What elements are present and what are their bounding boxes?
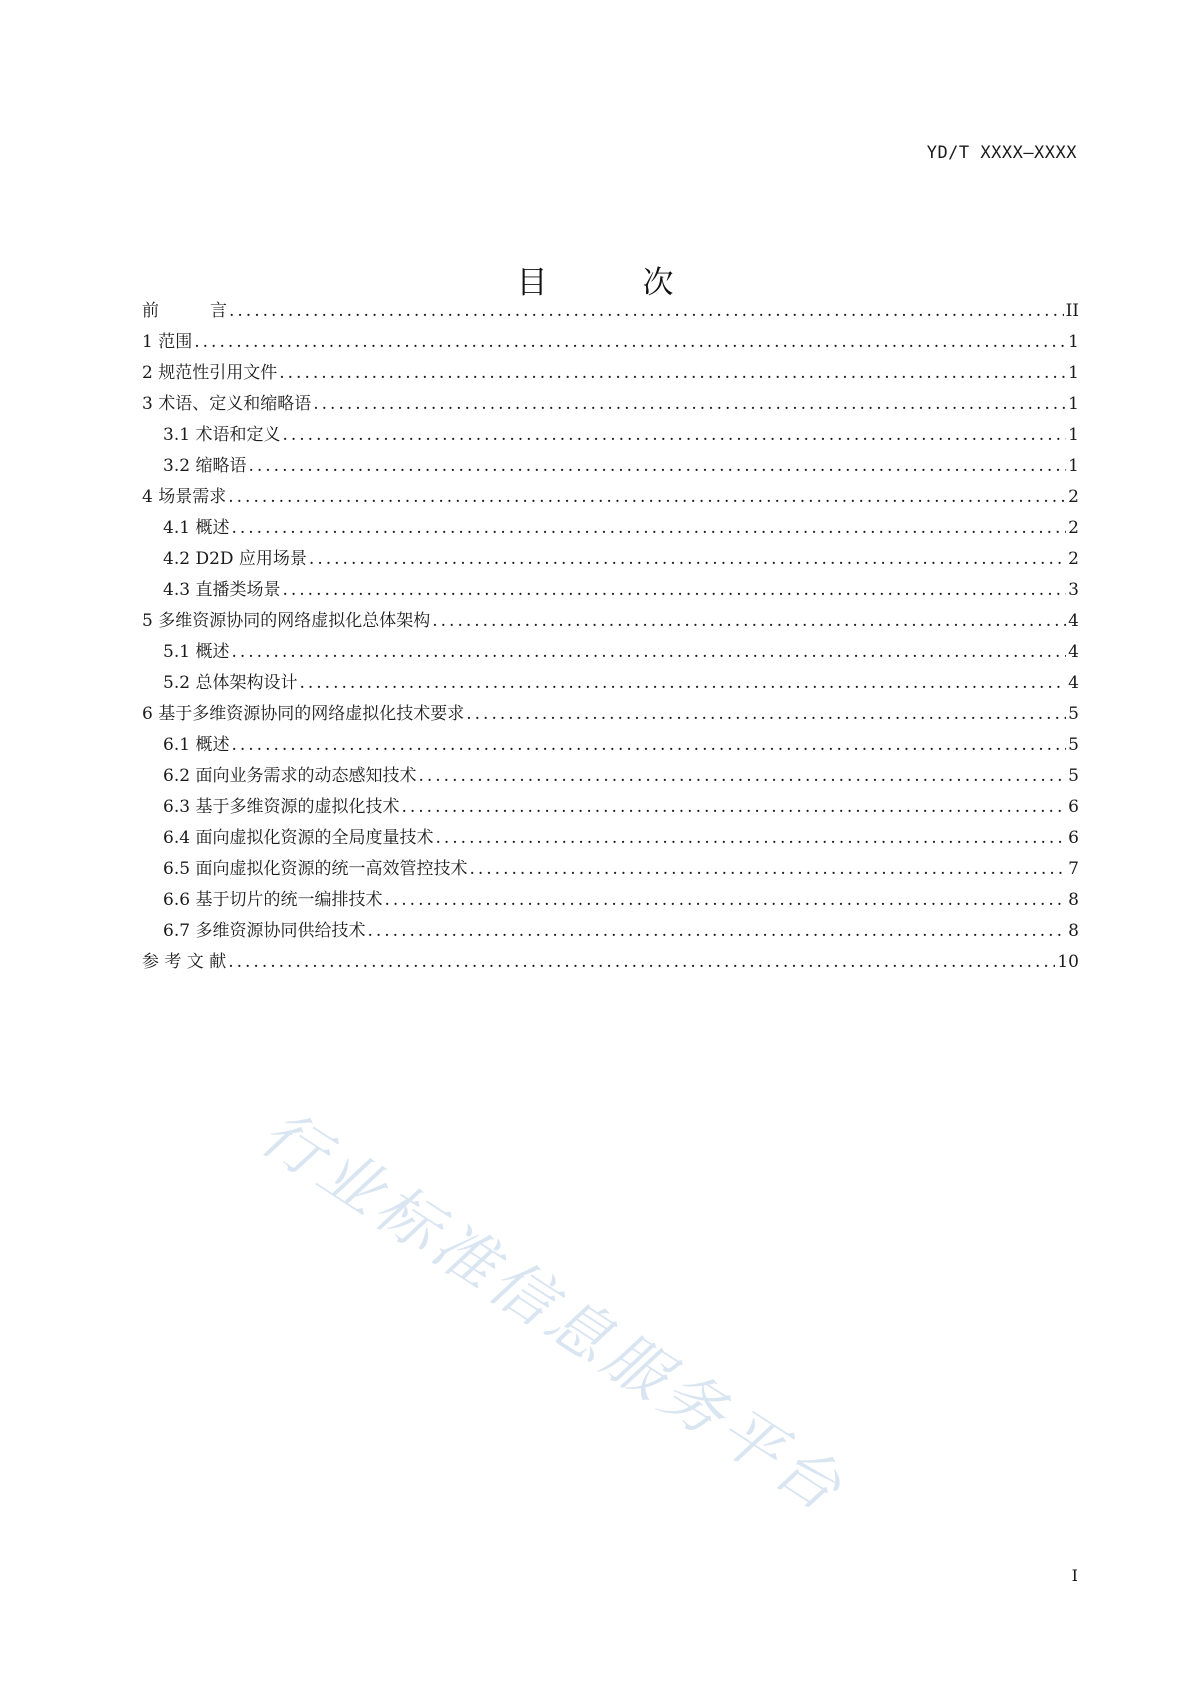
toc-entry[interactable] xyxy=(142,389,1079,420)
toc-entry-label: 前 言 xyxy=(142,301,227,321)
toc-entry-page: 1 xyxy=(1068,425,1079,445)
toc-entry-label: 6.7 多维资源协同供给技术 xyxy=(163,921,366,941)
toc-entry-label: 5.1 概述 xyxy=(163,642,230,662)
toc-entry[interactable] xyxy=(142,699,1079,730)
toc-title-char-2: 次 xyxy=(642,264,674,301)
toc-list xyxy=(142,296,1079,978)
toc-dot-leader xyxy=(231,637,1066,668)
toc-entry[interactable] xyxy=(142,823,1079,854)
toc-dot-leader xyxy=(418,761,1066,792)
toc-entry-page: 1 xyxy=(1068,363,1079,383)
toc-entry[interactable] xyxy=(142,854,1079,885)
toc-entry-page: 8 xyxy=(1068,890,1079,910)
toc-entry-label: 4 场景需求 xyxy=(142,487,227,507)
toc-entry-page: 4 xyxy=(1068,673,1079,693)
toc-entry[interactable] xyxy=(142,730,1079,761)
toc-entry-label: 4.2 D2D 应用场景 xyxy=(163,549,307,569)
toc-entry-page: 8 xyxy=(1068,921,1079,941)
toc-entry-page: 4 xyxy=(1068,611,1079,631)
toc-dot-leader xyxy=(367,916,1066,947)
toc-entry-label: 6.1 概述 xyxy=(163,735,230,755)
toc-entry-label: 1 范围 xyxy=(142,332,193,352)
toc-entry-page: 2 xyxy=(1068,518,1079,538)
toc-entry[interactable] xyxy=(142,947,1079,978)
toc-entry-page: 1 xyxy=(1068,332,1079,352)
toc-entry[interactable] xyxy=(142,482,1079,513)
toc-dot-leader xyxy=(228,947,1055,978)
toc-dot-leader xyxy=(432,606,1066,637)
toc-dot-leader xyxy=(282,575,1066,606)
toc-entry-label: 6.4 面向虚拟化资源的全局度量技术 xyxy=(163,828,434,848)
toc-entry-label: 6.2 面向业务需求的动态感知技术 xyxy=(163,766,417,786)
toc-entry-label: 6.5 面向虚拟化资源的统一高效管控技术 xyxy=(163,859,468,879)
toc-dot-leader xyxy=(228,482,1066,513)
document-code: YD/T XXXX—XXXX xyxy=(926,143,1077,163)
toc-entry-label: 6 基于多维资源协同的网络虚拟化技术要求 xyxy=(142,704,465,724)
toc-entry[interactable] xyxy=(142,296,1079,327)
toc-entry[interactable] xyxy=(142,327,1079,358)
toc-dot-leader xyxy=(401,792,1066,823)
toc-entry[interactable] xyxy=(142,420,1079,451)
toc-entry[interactable] xyxy=(142,916,1079,947)
toc-entry-page: 1 xyxy=(1068,456,1079,476)
toc-entry-label: 4.3 直播类场景 xyxy=(163,580,281,600)
toc-dot-leader xyxy=(313,389,1066,420)
toc-dot-leader xyxy=(248,451,1066,482)
toc-dot-leader xyxy=(279,358,1066,389)
toc-entry[interactable] xyxy=(142,792,1079,823)
toc-entry-page: 5 xyxy=(1068,704,1079,724)
toc-dot-leader xyxy=(469,854,1066,885)
toc-entry-label: 参 考 文 献 xyxy=(142,952,227,972)
toc-dot-leader xyxy=(231,513,1066,544)
watermark: 行业标准信息服务平台 xyxy=(248,1095,859,1528)
toc-entry[interactable] xyxy=(142,575,1079,606)
toc-entry-page: 4 xyxy=(1068,642,1079,662)
toc-dot-leader xyxy=(231,730,1066,761)
toc-entry[interactable] xyxy=(142,451,1079,482)
toc-dot-leader xyxy=(299,668,1066,699)
toc-entry-label: 3.2 缩略语 xyxy=(163,456,247,476)
toc-dot-leader xyxy=(194,327,1066,358)
toc-entry-page: 5 xyxy=(1068,735,1079,755)
toc-entry-page: II xyxy=(1065,301,1079,321)
page-number: I xyxy=(1071,1566,1078,1585)
toc-entry-page: 1 xyxy=(1068,394,1079,414)
toc-entry-label: 3.1 术语和定义 xyxy=(163,425,281,445)
toc-entry-page: 7 xyxy=(1068,859,1079,879)
toc-entry[interactable] xyxy=(142,606,1079,637)
toc-entry-page: 2 xyxy=(1068,487,1079,507)
toc-entry[interactable] xyxy=(142,544,1079,575)
toc-dot-leader xyxy=(282,420,1066,451)
toc-entry-page: 6 xyxy=(1068,797,1079,817)
toc-entry[interactable] xyxy=(142,668,1079,699)
toc-entry[interactable] xyxy=(142,885,1079,916)
toc-entry-label: 2 规范性引用文件 xyxy=(142,363,278,383)
toc-dot-leader xyxy=(229,296,1064,327)
toc-dot-leader xyxy=(384,885,1066,916)
toc-entry[interactable] xyxy=(142,358,1079,389)
toc-entry-label: 5.2 总体架构设计 xyxy=(163,673,298,693)
toc-entry[interactable] xyxy=(142,637,1079,668)
toc-entry-page: 3 xyxy=(1068,580,1079,600)
toc-dot-leader xyxy=(309,544,1066,575)
toc-entry[interactable] xyxy=(142,513,1079,544)
toc-entry-page: 10 xyxy=(1057,952,1079,972)
toc-entry-page: 2 xyxy=(1068,549,1079,569)
toc-entry-page: 6 xyxy=(1068,828,1079,848)
toc-entry-label: 5 多维资源协同的网络虚拟化总体架构 xyxy=(142,611,431,631)
toc-entry-label: 6.3 基于多维资源的虚拟化技术 xyxy=(163,797,400,817)
toc-title-char-1: 目 xyxy=(516,264,548,301)
toc-entry-label: 4.1 概述 xyxy=(163,518,230,538)
toc-dot-leader xyxy=(435,823,1066,854)
toc-entry-label: 6.6 基于切片的统一编排技术 xyxy=(163,890,383,910)
toc-entry-page: 5 xyxy=(1068,766,1079,786)
toc-dot-leader xyxy=(466,699,1066,730)
toc-entry-label: 3 术语、定义和缩略语 xyxy=(142,394,312,414)
toc-entry[interactable] xyxy=(142,761,1079,792)
